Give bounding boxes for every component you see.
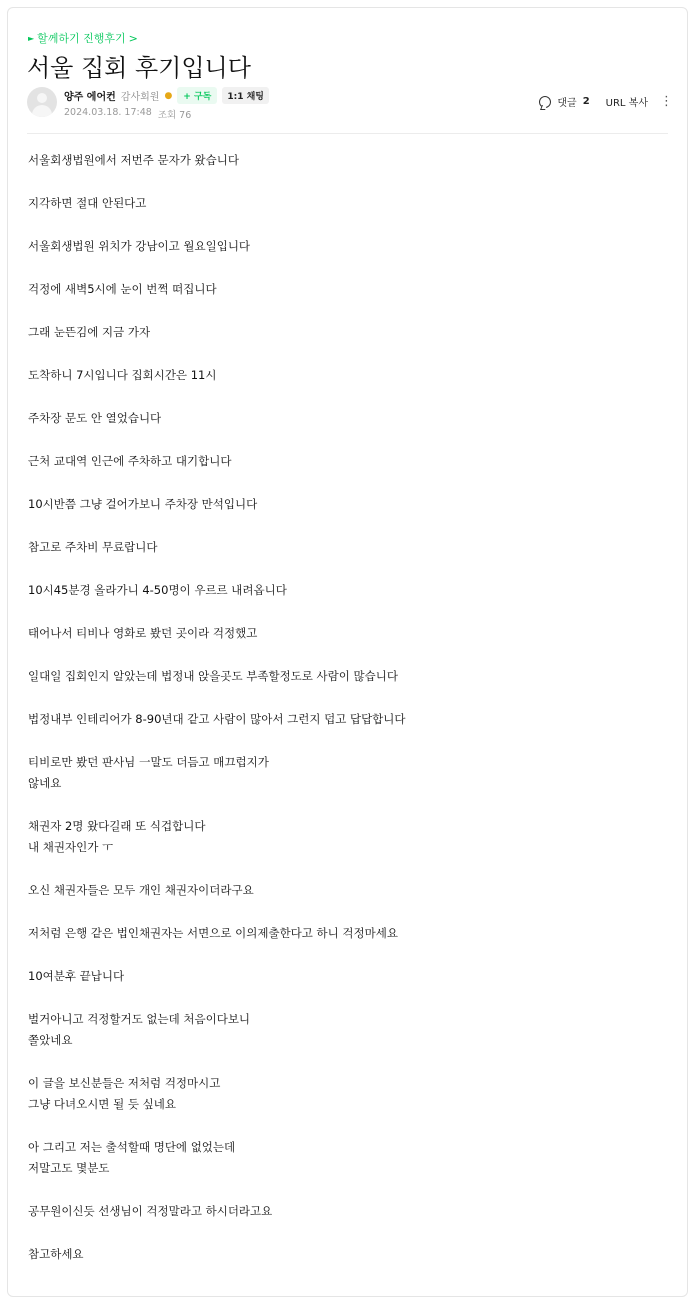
paragraph-spacer: [28, 858, 668, 880]
content-line: 저말고도 몇분도: [28, 1161, 110, 1175]
paragraph-spacer: [28, 1179, 668, 1201]
subscribe-button[interactable]: + 구독: [177, 87, 217, 104]
paragraph-spacer: [28, 644, 668, 666]
content-line: 걱정에 새벽5시에 눈이 번쩍 떠집니다: [28, 282, 217, 296]
paragraph-spacer: [28, 944, 668, 966]
content-line: 서울회생법원 위치가 강남이고 월요일입니다: [28, 239, 251, 253]
paragraph-spacer: [28, 1051, 668, 1073]
content-line: 참고하세요: [28, 1247, 84, 1261]
content-line: 10시45분경 올라가니 4-50명이 우르르 내려옵니다: [28, 583, 287, 597]
content-line: 쫄았네요: [28, 1033, 73, 1047]
paragraph-spacer: [28, 300, 668, 322]
content-line: 벌거아니고 걱정할거도 없는데 처음이다보니: [28, 1012, 251, 1026]
paragraph-spacer: [28, 730, 668, 752]
paragraph-spacer: [28, 343, 668, 365]
content-line: 내 채권자인가 ㅜ: [28, 840, 114, 854]
post-actions: [539, 94, 673, 109]
author-name[interactable]: 양주 에어컨: [64, 92, 116, 103]
post-content: [28, 150, 668, 1265]
paragraph-spacer: [28, 558, 668, 580]
content-line: 법정내부 인테리어가 8-90년대 같고 사람이 많아서 그런지 덥고 답답합니다: [28, 712, 406, 726]
content-line: 도착하니 7시입니다 집회시간은 11시: [28, 368, 217, 382]
divider: [27, 133, 668, 134]
content-line: 저처럼 은행 같은 법인채권자는 서면으로 이의제출한다고 하니 걱정마세요: [28, 926, 398, 940]
paragraph-spacer: [28, 171, 668, 193]
post-title: 서울 집회 후기입니다: [27, 54, 251, 82]
comment-count[interactable]: 2: [582, 96, 590, 107]
paragraph-spacer: [28, 429, 668, 451]
chat-button[interactable]: 1:1 채팅: [222, 87, 269, 104]
content-line: 주차장 문도 안 열었습니다: [28, 411, 162, 425]
content-line: 채권자 2명 왔다길래 또 식겁합니다: [28, 819, 206, 833]
content-line: 10여분후 끝납니다: [28, 969, 125, 983]
paragraph-spacer: [28, 687, 668, 709]
paragraph-spacer: [28, 386, 668, 408]
comment-icon[interactable]: [539, 96, 551, 108]
post-meta: [64, 107, 191, 121]
content-line: 근처 교대역 인근에 주차하고 대기합니다: [28, 454, 232, 468]
content-line: 일대일 집회인지 알았는데 법정내 앉을곳도 부족할정도로 사람이 많습니다: [28, 669, 398, 683]
more-options-icon[interactable]: ⋮: [660, 93, 673, 109]
paragraph-spacer: [28, 472, 668, 494]
paragraph-spacer: [28, 601, 668, 623]
avatar-body: [32, 105, 52, 117]
paragraph-spacer: [28, 901, 668, 923]
chevron-right-icon: >: [128, 31, 138, 45]
paragraph-spacer: [28, 987, 668, 1009]
content-line: 티비로만 봤던 판사님 一말도 더듬고 매끄럽지가: [28, 755, 269, 769]
member-grade: 감사회원: [120, 92, 160, 103]
medal-icon: ●: [164, 90, 173, 101]
content-line: 이 글을 보신분들은 저처럼 걱정마시고: [28, 1076, 221, 1090]
paragraph-spacer: [28, 257, 668, 279]
content-line: 서울회생법원에서 저번주 문자가 왔습니다: [28, 153, 239, 167]
board-label: 할께하기 진행후기: [37, 32, 126, 45]
content-line: 공무원이신듯 선생님이 걱정말라고 하시더라고요: [28, 1204, 273, 1218]
paragraph-spacer: [28, 515, 668, 537]
content-line: 참고로 주차비 무료랍니다: [28, 540, 158, 554]
content-line: 그냥 다녀오시면 될 듯 싶네요: [28, 1097, 176, 1111]
comment-label[interactable]: 댓글: [557, 98, 577, 109]
author-row: [64, 87, 269, 104]
content-line: 오신 채권자들은 모두 개인 채권자이더라구요: [28, 883, 254, 897]
avatar-head: [37, 93, 47, 103]
board-icon: ►: [28, 33, 35, 43]
paragraph-spacer: [28, 1115, 668, 1137]
content-line: 그래 눈뜬김에 지금 가자: [28, 325, 151, 339]
avatar[interactable]: [27, 87, 57, 117]
content-line: 지각하면 절대 안된다고: [28, 196, 147, 210]
content-line: 않네요: [28, 776, 62, 790]
paragraph-spacer: [28, 794, 668, 816]
board-link[interactable]: [28, 30, 138, 46]
paragraph-spacer: [28, 1222, 668, 1244]
content-line: 10시반쯤 그냥 걸어가보니 주차장 만석입니다: [28, 497, 258, 511]
content-line: 태어나서 티비나 영화로 봤던 곳이라 걱정했고: [28, 626, 258, 640]
content-line: 아 그리고 저는 출석할때 명단에 없었는데: [28, 1140, 236, 1154]
post-datetime: 2024.03.18. 17:48: [64, 107, 152, 118]
paragraph-spacer: [28, 214, 668, 236]
view-count: 조회 76: [157, 110, 192, 121]
url-copy-button[interactable]: URL 복사: [605, 98, 648, 109]
